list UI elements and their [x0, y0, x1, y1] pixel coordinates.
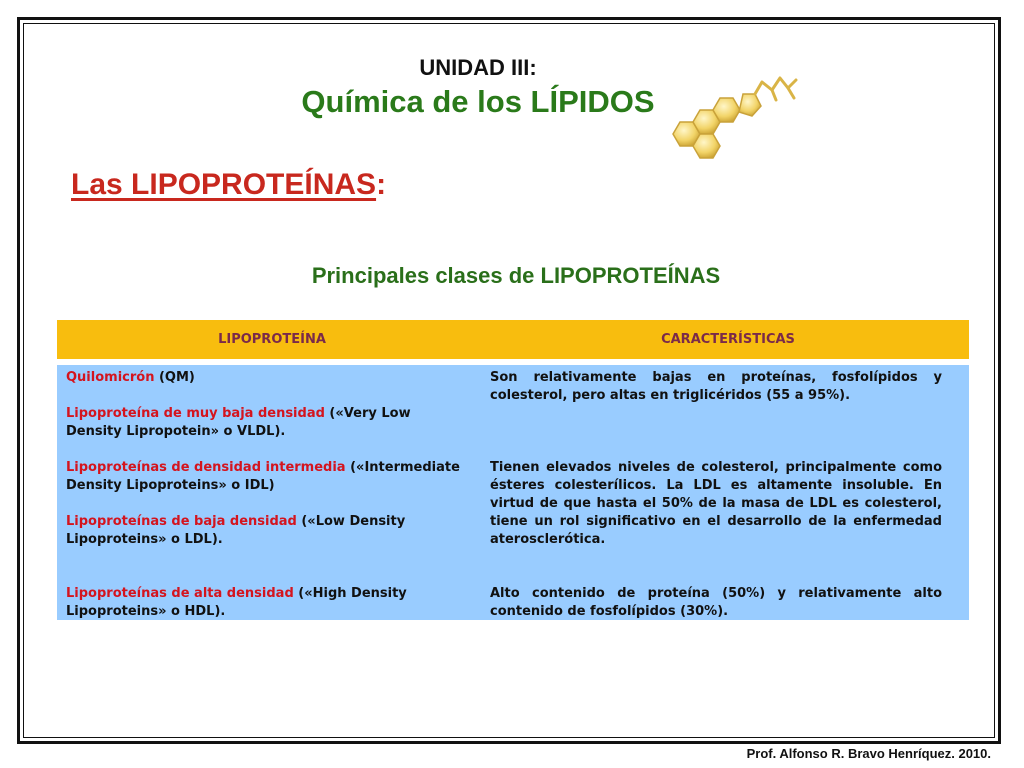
steroid-molecule-icon	[662, 74, 804, 160]
term-name: Lipoproteína de muy baja densidad	[66, 406, 325, 421]
table-row-term	[66, 369, 470, 387]
table-row-term	[66, 459, 470, 495]
term-detail: («High Density Lipoproteins» o HDL).	[66, 586, 407, 619]
term-name: Quilomicrón	[66, 370, 155, 385]
main-title: Química de los LÍPIDOS	[301, 84, 655, 119]
term-detail: («Very Low Density Lipropotein» o VLDL).	[66, 406, 411, 439]
section-title-text: Las LIPOPROTEÍNAS	[71, 168, 377, 201]
header-lipoprotein: LIPOPROTEÍNA	[218, 332, 326, 347]
table-row-description: Son relativamente bajas en proteínas, fosfolípidos y colesterol, pero altas en triglicéridos (55 a 95%).	[490, 370, 942, 403]
table-row-description: Alto contenido de proteína (50%) y relativamente alto contenido de fosfolípidos (30%).	[490, 586, 942, 619]
table-row-term	[66, 585, 470, 621]
lipoprotein-table	[57, 320, 969, 620]
term-name: Lipoproteínas de alta densidad	[66, 586, 294, 601]
section-title	[71, 168, 386, 202]
section-title-colon: :	[376, 168, 387, 201]
author-credit: Prof. Alfonso R. Bravo Henríquez. 2010.	[746, 746, 991, 761]
unit-title: UNIDAD III:	[419, 55, 537, 80]
table-row-term	[66, 513, 470, 549]
term-name: Lipoproteínas de densidad intermedia	[66, 460, 346, 475]
table-header-row	[57, 320, 969, 359]
header-characteristics: CARACTERÍSTICAS	[661, 332, 795, 347]
term-detail: («Low Density Lipoproteins» o LDL).	[66, 514, 406, 547]
table-caption: Principales clases de LIPOPROTEÍNAS	[311, 263, 721, 288]
term-detail: («Intermediate Density Lipoproteins» o IDL)	[66, 460, 460, 493]
term-name: Lipoproteínas de baja densidad	[66, 514, 297, 529]
table-row-description: Tienen elevados niveles de colesterol, principalmente como ésteres colesterílicos. La LDL es altamente insoluble. En virtud de que hasta el 50% de la masa de LDL es colesterol, tiene un rol significativo en el desarrollo de la enfermedad aterosclerótica.	[490, 460, 942, 547]
table-row-term	[66, 405, 470, 441]
term-detail: (QM)	[154, 370, 195, 385]
table-body	[57, 365, 969, 620]
